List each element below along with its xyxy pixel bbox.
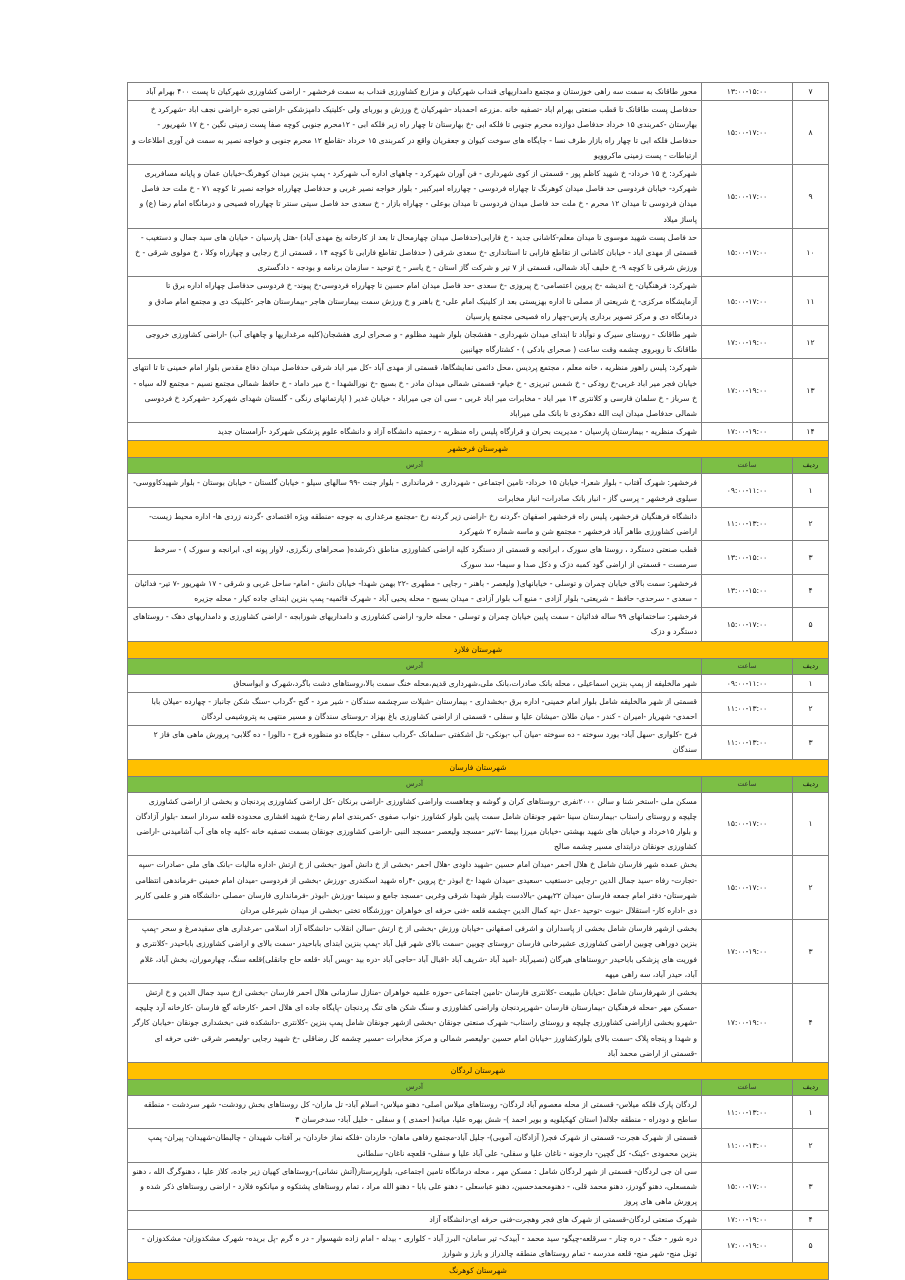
row-address: بخش عمده شهر فارسان شامل خ هلال احمر -میدان امام حسین -شهید داودی -هلال احمر -بخشی از خ دانش آموز -بخشی از خ ارتش -اداره مالیات -بانک های ملی -صادرات -سپه -تجارت- رفاه -سید جمال الدین -رجایی -دستغیب -سعیدی -میدان شهدا -خ ابوذر -خ پروین -۴راه شهید اسکندری -ورزش -بخشی از فردوسی -میدان امام خمینی -فرماندهی انتظامی شهرستان- دفتر امام جمعه فارسان -میدان ۲۲بهمن -بالادست بلوار شهدا شرقی وغربی -مسجد جامع و سینما -ورزش -ابوذر -فرمانداری فارسان -مصلی -دانشگاه هنر و علمی کاربر دی -اداره کار- استقلال -نبوت -توحید -عدل -تپه کمال الدین -چشمه قلعه -فنی حرفه ای خواهران -ورزشگاه تختی -بخشی از میدان شیرعلی مردان (128, 856, 702, 920)
table-row (128, 83, 829, 101)
column-header-row (128, 658, 829, 674)
column-header-num: ردیف (793, 658, 829, 674)
row-address: محور طاقانک به سمت سه راهی خوزستان و مجتمع دامداریهای قنداب شهرکیان و مزارع کشاورزی قنداب به سمت فرخشهر - اراضی کشاورزی شهرکیان تا پست ۴۰۰ بهرام آباد (128, 83, 702, 101)
row-number: ۱۱ (793, 277, 829, 326)
row-time-range: ۱۷:۰۰-۱۹:۰۰ (702, 359, 793, 423)
row-number: ۱۴ (793, 423, 829, 441)
table-row (128, 692, 829, 725)
table-row (128, 423, 829, 441)
table-row (128, 326, 829, 359)
row-time-range: ۱۵:۰۰-۱۷:۰۰ (702, 165, 793, 229)
row-number: ۵ (793, 608, 829, 641)
county-title: شهرستان فلارد (128, 641, 829, 658)
row-time-range: ۱۷:۰۰-۱۹:۰۰ (702, 920, 793, 984)
row-number: ۱۲ (793, 326, 829, 359)
column-header-time: ساعت (702, 658, 793, 674)
column-header-row (128, 458, 829, 474)
row-number: ۱ (793, 474, 829, 507)
row-number: ۴ (793, 983, 829, 1062)
table-row (128, 920, 829, 984)
row-address: بخشی از شهرفارسان شامل :خیابان طبیعت -کلانتری فارسان -تامین اجتماعی -حوزه علمیه خواهران -منازل سازمانی هلال احمر فارسان -بخشی ازخ سید جمال الدین و خ ارتش -مسکن مهر -محله فرهنگیان -بیمارستان فارسان -شهرپردنجان واراضی کشاورزی و سنگ شکن های تنگ پردنجان -پایگاه جاده ای هلال احمر -کارخانه گچ فارسان -کارخانه آرد چلیچه -شهرو بخشی ازاراضی کشاورزی چلیچه و روستای راستاب- شهرک صنعتی جونقان -بخشی ازشهر جونقان شامل پمپ بنزین -کلانتری -دانشکده فنی -بخشداری جونقان -خیابان کارگر و شهدا و پنجاه پلاک -سمت بالای بلوارکشاورز -خیابان امام حسین -ولیعصر شمالی و مرکز مخابرات -مسیر چشمه کل رضاقلی -خ شهید رجایی -ولیعصر شرقی -فنی حرفه ای -قسمتی از اراضی محمد آباد (128, 983, 702, 1062)
table-row (128, 574, 829, 607)
row-number: ۵ (793, 1229, 829, 1262)
table-row (128, 792, 829, 856)
table-row (128, 1129, 829, 1162)
row-time-range: ۱۷:۰۰-۱۹:۰۰ (702, 1229, 793, 1262)
row-time-range: ۱۱:۰۰-۱۳:۰۰ (702, 1129, 793, 1162)
table-row (128, 359, 829, 423)
row-address: فرخشهر: ساختمانهای ۹۹ ساله فدائیان - سمت پایین خیابان چمران و توسلی - محله خارو- اراضی کشاورزی و دامداریهای شورابجه - اراضی کشاورزی و دامداریهای دهک - روستاهای دستگرد و دزک (128, 608, 702, 641)
row-time-range: ۱۵:۰۰-۱۷:۰۰ (702, 228, 793, 277)
table-row (128, 726, 829, 759)
table-row (128, 507, 829, 540)
row-number: ۸ (793, 101, 829, 165)
table-row (128, 674, 829, 692)
county-title: شهرستان فارسان (128, 759, 829, 776)
row-time-range: ۱۵:۰۰-۱۷:۰۰ (702, 1162, 793, 1211)
row-address: شهر طاقانک - روستای سیرک و نوآباد تا ابتدای میدان شهرداری - هفشجان بلوار شهید مظلوم - و صحرای لری هفشجان(کلیه مرغداریها و چاههای آب) -اراضی کشاورزی خروجی طاقانک تا روبروی چشمه وقت ساعت ( صحرای بادکی ) - کشتارگاه جهانبین (128, 326, 702, 359)
table-row (128, 1229, 829, 1262)
row-time-range: ۱۵:۰۰-۱۷:۰۰ (702, 792, 793, 856)
row-number: ۲ (793, 507, 829, 540)
row-address: شهر مالخلیفه از پمپ بنزین اسماعیلی ، محله بانک صادرات،بانک ملی،شهرداری قدیم،محله خنگ سمت بالا،روستاهای دشت باگرد،شهرک و ابواسحاق (128, 674, 702, 692)
row-number: ۲ (793, 856, 829, 920)
row-time-range: ۱۷:۰۰-۱۹:۰۰ (702, 1211, 793, 1229)
table-row (128, 474, 829, 507)
column-header-address: آدرس (128, 776, 702, 792)
row-address: شهرک منظریه - بیمارستان پارسیان - مدیریت بحران و قرارگاه پلیس راه منظریه - رحمتیه دانشگاه آزاد و دانشگاه علوم پزشکی شهرکرد -آرامستان جدید (128, 423, 702, 441)
row-address: قطب صنعتی دستگرد ، روستا های سورک ، ابرانجه و قسمتی از دستگرد کلیه اراضی کشاورزی مناطق ذکرشده( صحراهای رنگرزی، لاوار پونه ای، ابرانجه و سورک ) - سرخط سرمست - قسمتی از اراضی گود کمبه دزک و دکل صدا و سیما- سد سورک (128, 541, 702, 574)
outage-schedule-table (127, 82, 829, 1280)
row-number: ۳ (793, 1162, 829, 1211)
table-row (128, 983, 829, 1062)
table-row (128, 541, 829, 574)
table-row (128, 856, 829, 920)
table-row (128, 1162, 829, 1211)
column-header-row (128, 1079, 829, 1095)
schedule-document (127, 82, 829, 1280)
column-header-num: ردیف (793, 1079, 829, 1095)
row-address: فرخشهر: شهرک آفتاب - بلوار شعرا- خیابان ۱۵ خرداد- تامین اجتماعی - شهرداری - فرمانداری - بلوار جنت -۹۹ سالهای سیلو - خیابان گلستان - خیابان بوستان - بلوار شهیدکاووسی- سیلوی فرخشهر - پرسی گاز - انبار بانک صادرات- انبار مخابرات (128, 474, 702, 507)
column-header-row (128, 776, 829, 792)
county-title: شهرستان لردگان (128, 1062, 829, 1079)
row-address: دانشگاه فرهنگیان فرخشهر، پلیس راه فرخشهر اصفهان -گردنه رخ -اراضی زیر گردنه رخ -مجتمع مرغداری به جوجه -منطقه ویژه اقتصادی -گردنه زردی ها- اداره محیط زیست- اراضی کشاورزی طاهر آباد فرخشهر - مجتمع شن و ماسه شماره ۲ شهرکرد (128, 507, 702, 540)
table-row (128, 1211, 829, 1229)
column-header-time: ساعت (702, 776, 793, 792)
row-address: قسمتی از شهر مالخلیفه شامل بلوار امام خمینی- اداره برق -بخشداری - بیمارستان -شیلات سرچشمه سندگان - شیر مرد - گنج -گرداب -سنگ شکن جانباز - چهارده -میلان بابا احمدی- شهریار -امیران - کندر - میان طلان -میشان علیا و سفلی - قسمتی از اراضی کشاورزی باغ بهزاد -روستای سندگان و مسیر منتهی به پتروشیمی لردگان (128, 692, 702, 725)
row-time-range: ۱۱:۰۰-۱۳:۰۰ (702, 507, 793, 540)
row-time-range: ۱۷:۰۰-۱۹:۰۰ (702, 423, 793, 441)
row-address: دره شور - خنگ - دره چنار - سرقلعه-چیگو- سید محمد - آبیدک- تیر سامان- البرز آباد - کلواری - بیدله - امام زاده شهسوار - در ه گرم -پل بریده- شهرک مشکدوزان- مشکدوزان - تونل منج- شهر منج- قلعه مدرسه - تمام روستاهای منطقه چالدراز و بارز و شوارز (128, 1229, 702, 1262)
row-address: سی ان جی لردگان- قسمتی از شهر لردگان شامل : مسکن مهر ، محله درمانگاه تامین اجتماعی، بلوارپرستار(آتش نشانی)-روستاهای کهیان زیر جاده، کلاز علیا ، دهنوگرگ الله ، دهنو شمسعلی، دهنو گودرز، دهنو محمد قلی، - دهنومحمدحسین، دهنو عباسعلی - دهنو علی بابا - دهنو الله مراد ، تمام روستاهای پشتکوه و میانکوه فلارد - اراضی روستاهای ذکر شده و پرورش ماهی های پروز (128, 1162, 702, 1211)
row-time-range: ۰۹:۰۰-۱۱:۰۰ (702, 674, 793, 692)
row-number: ۴ (793, 1211, 829, 1229)
row-address: فرح -کلواری -سهل آباد- بورد سوخته - ده سوخته -میان آب -بونکی- تل اشکفتی -سلمانک -گرداب سفلی - جایگاه دو منظوره فرح - دالورا - ده گلابی- پرورش ماهی های فاز ۲ سندگان (128, 726, 702, 759)
column-header-num: ردیف (793, 776, 829, 792)
row-time-range: ۱۵:۰۰-۱۷:۰۰ (702, 101, 793, 165)
row-time-range: ۱۵:۰۰-۱۷:۰۰ (702, 277, 793, 326)
row-address: مسکن ملی -استخر شنا و سالن ۲۰۰۰نفری -روستاهای کران و گوشه و چغاهست واراضی کشاورزی -اراضی برنکان -کل اراضی کشاورزی پردنجان و بخشی از اراضی کشاورزی چلیچه و روستای راستاب -بیمارستان سینا -شهر جونقان شامل سمت پایین بلوار کشاورز -نواب صفوی -کمربندی امام رضا-خ شهید افشاری محدوده قلعه سردار اسعد -بلوار آزادگان و بلوار ۱۵خرداد و خیابان های شهید بهشتی -خیابان میرزا بیضا -۷تیر -مسجد ولیعصر -مسجد النبی -اراضی کشاورزی جونقان بسمت تصفیه خانه -کلیه چاه های آب آشامیدنی -اراضی کشاورزی جونقان درابتدای مسیر چشمه صالح (128, 792, 702, 856)
row-number: ۱۳ (793, 359, 829, 423)
row-number: ۲ (793, 692, 829, 725)
column-header-address: آدرس (128, 658, 702, 674)
table-row (128, 277, 829, 326)
row-time-range: ۱۱:۰۰-۱۳:۰۰ (702, 692, 793, 725)
table-row (128, 101, 829, 165)
row-number: ۱ (793, 792, 829, 856)
row-time-range: ۱۳:۰۰-۱۵:۰۰ (702, 541, 793, 574)
table-row (128, 1095, 829, 1128)
row-number: ۲ (793, 1129, 829, 1162)
row-number: ۳ (793, 541, 829, 574)
row-time-range: ۱۵:۰۰-۱۷:۰۰ (702, 856, 793, 920)
column-header-address: آدرس (128, 1079, 702, 1095)
row-address: شهرکرد: پلیس راهور منظریه ، خانه معلم ، مجتمع پردیس ،محل دائمی نمایشگاها، قسمتی از مهدی آباد -کل میر اباد شرقی حدفاصل میدان دفاع مقدس بلوار امام خمینی تا تا انتهای خیابان فجر میر اباد غربی-خ رودکی - خ شمس تبریزی - خ خیام- قسمتی شمالی میدان مادر - خ بسیج -خ نورالشهدا - خ میر داماد - خ حافظ شمالی مجتمع نسیم - مجتمع لاله سیاه - خ سرباز - خ سلمان فارسی و کلانتری ۱۳ میر اباد - مخابرات میر اباد غربی - سی ان جی میراباد - خیابان غدیر ( اپارتمانهای رنگی - گلستان شهدای شهرکرد -شهرکرد خ فردوسی شمالی حدفاصل میدان ایت الله دهکردی تا بانک ملی میراباد (128, 359, 702, 423)
row-time-range: ۱۷:۰۰-۱۹:۰۰ (702, 326, 793, 359)
row-address: حدفاصل پست طاقانک تا قطب صنعتی بهرام اباد -تصفیه خانه .مزرعه احمدباد -شهرکیان خ ورزش و بوربای ولی -کلینیک دامپزشکی -اراضی تجره -اراضی نجف اباد -شهرکرد خ بهارستان -کمربندی ۱۵ خرداد حدفاصل دوازده محرم جنوبی تا فلکه ابی -خ بهارستان تا چهار راه زیر فلکه ابی - ۱۲محرم جنوبی کوچه صفا پست زمینی نگین - خ ۱۷ شهریور - حدفاصل فلکه ابی تا چهار راه بازار طرف نسا - جایگاه های سوخت کیوان و جعفریان واقع در کمربندی ۱۵ خرداد -تقاطع ۱۲ محرم جنوبی و خواجه نصیر به سمت فن آوری اطلاعات و ارتباطات - پست زمینی ماکروویو (128, 101, 702, 165)
row-address: قسمتی از شهرک هجرت- قسمتی از شهرک فجر( آزادگان، آموبی)- جلیل آباد-مجتمع رفاهی ماهان- خاردان -فلکه نماز خاردان- بر آفتاب شهیدان - چالبطان-شهیدان- پیران- پمپ بنزین محمودی -کینک- کل گچین- دارجونه - ناغان علیا و سفلی- علی آباد علیا و سفلی- قلعچه ناغان- سلطانی (128, 1129, 702, 1162)
county-header-row (128, 1062, 829, 1079)
row-number: ۷ (793, 83, 829, 101)
table-row (128, 165, 829, 229)
row-number: ۹ (793, 165, 829, 229)
row-time-range: ۱۵:۰۰-۱۷:۰۰ (702, 608, 793, 641)
row-time-range: ۱۳:۰۰-۱۵:۰۰ (702, 574, 793, 607)
column-header-time: ساعت (702, 458, 793, 474)
column-header-address: آدرس (128, 458, 702, 474)
county-header-row (128, 759, 829, 776)
row-number: ۱۰ (793, 228, 829, 277)
column-header-num: ردیف (793, 458, 829, 474)
row-address: فرخشهر: سمت بالای خیابان چمران و توسلی - خیابانهای( ولیعصر - باهنر - رجایی - مطهری -۲۲ بهمن شهدا- خیابان دانش - امام- ساحل غربی و شرقی - ۱۷ شهریور -۷ تیر- فدائیان - سعدی - سرحدی- حافظ - شریعتی- بلوار آزادی - منبع آب بلوار آزادی - میدان بسیج - محله یحیی آباد - شهرک قائمیه- پمپ بنزین ابتدای جاده کیار - محله جزیره (128, 574, 702, 607)
county-title: شهرستان فرخشهر (128, 441, 829, 458)
table-row (128, 228, 829, 277)
row-time-range: ۱۳:۰۰-۱۵:۰۰ (702, 83, 793, 101)
row-time-range: ۱۱:۰۰-۱۳:۰۰ (702, 726, 793, 759)
row-number: ۱ (793, 674, 829, 692)
row-address: لردگان پارک فلکه میلاس- قسمتی از محله معصوم آباد لردگان- روستاهای میلاس اصلی- دهنو میلاس- اسلام آباد- تل ماران- کل روستاهای بخش رودشت- شهر سردشت - منطقه ساطح و دودراه - منطقه جلاله( استان کهکیلویه و بویر احمد )- شش بهره علیا، میانه( احمدی ) و سفلی - خلیل آباد- سدخرسان ۳ (128, 1095, 702, 1128)
row-number: ۱ (793, 1095, 829, 1128)
county-header-row (128, 1263, 829, 1280)
row-address: حد فاصل پست شهید موسوی تا میدان معلم-کاشانی جدید - خ فارابی(حدفاصل میدان چهارمحال تا بعد از کارخانه یخ مهدی آباد) -هتل پارسیان - خیابان های سید جمال و دستغیب - قسمتی از مهدی اباد - خیابان کاشانی از تقاطع فارابی تا استانداری -خ سعدی شرقی ( حدفاصل تقاطع فارابی تا کوچه ۱۴ ، قسمتی از خ رجایی و چهارراه وکلا ، خ مولوی شرقی - خ ورزش شرقی تا کوچه ۹- خ خلیف آباد شمالی، قسمتی از ۷ تیر و شرکت گاز استان - خ یاسر - خ توحید - سازمان برنامه و بودجه - دادگستری (128, 228, 702, 277)
row-address: شهرکرد: خ ۱۵ خرداد- خ شهید کاظم پور - قسمتی از کوی شهرداری - فن آوران شهرکرد - چاههای اداره آب شهرکرد - پمپ بنزین میدان کوهرنگ-خیابان عمان و پایانه مسافربری شهرکرد- خیابان فردوسی حد فاصل میدان کوهرنگ تا چهاراه فردوسی - چهارراه امیرکبیر - بلوار خواجه نصیر غربی و حدفاصل چهارراه خواجه نصیر تا کوچه ۷۱ - خ ملت حد فاصل میدان فردوسی تا میدان ۱۲ محرم - خ ملت حد فاصل میدان فردوسی تا میدان بوعلی - چهاراه بازار - خ سعدی حد فاصل سیتی سنتر تا چهارراه فصیحی و درمانگاه امام رضا (ع) و پاساژ میلاد (128, 165, 702, 229)
county-header-row (128, 641, 829, 658)
row-time-range: ۱۱:۰۰-۱۳:۰۰ (702, 1095, 793, 1128)
county-title: شهرستان کوهرنگ (128, 1263, 829, 1280)
row-address: شهرکرد: فرهنگیان- خ اندیشه -خ پروین اعتصامی- خ پیروزی -خ سعدی -حد فاصل میدان امام حسین تا چهارراه فردوسی-خ پیوند- خ فردوسی حدفاصل چهاراه اداره برق تا آزمایشگاه مرکزی- خ شریعتی از مصلی تا اداره بهزیستی بعد از کلینیک امام علی- خ باهنر و خ ورزش سمت بیمارستان هاجر -بیمارستان هاجر -کلینیک دی و مجتمع امام صادق و درمانگاه دی و مرکز تصویر برداری پارس-چهار راه فصیحی مجتمع پارسیان (128, 277, 702, 326)
row-number: ۳ (793, 920, 829, 984)
row-time-range: ۱۷:۰۰-۱۹:۰۰ (702, 983, 793, 1062)
row-address: بخشی ازشهر فارسان شامل بخشی از پاسداران و اشرفی اصفهانی -خیابان ورزش -بخشی از خ ارتش -سالن انقلاب -دانشگاه آزاد اسلامی -مرغداری های سفیدمرغ و سحر -پمپ بنزین دوراهی چوبین اراضی کشاورزی عشیرخانی فارسان -روستای چوبین -سمت بالای شهر قیل آباد -پمپ بنزین ابتدای باباحیدر -سمت بالای و اراضی کشاورزی باباحیدر -کلانتری و فوریت های پزشکی باباحیدر -روستاهای هیرگان (نصیرآباد -امید آباد -شریف آباد -اقبال آباد -حاجی آباد -دره بید -ویس آباد -قلعه حاج جانقلی)قلعه سنگ، چهارموران، بخش آباد، غلام آباد، حیدر آباد، سه راهی میهه (128, 920, 702, 984)
column-header-time: ساعت (702, 1079, 793, 1095)
row-address: شهرک صنعتی لردگان-قسمتی از شهرک های فجر وهجرت-فنی حرفه ای-دانشگاه آزاد (128, 1211, 702, 1229)
row-number: ۴ (793, 574, 829, 607)
county-header-row (128, 441, 829, 458)
row-number: ۳ (793, 726, 829, 759)
row-time-range: ۰۹:۰۰-۱۱:۰۰ (702, 474, 793, 507)
table-row (128, 608, 829, 641)
